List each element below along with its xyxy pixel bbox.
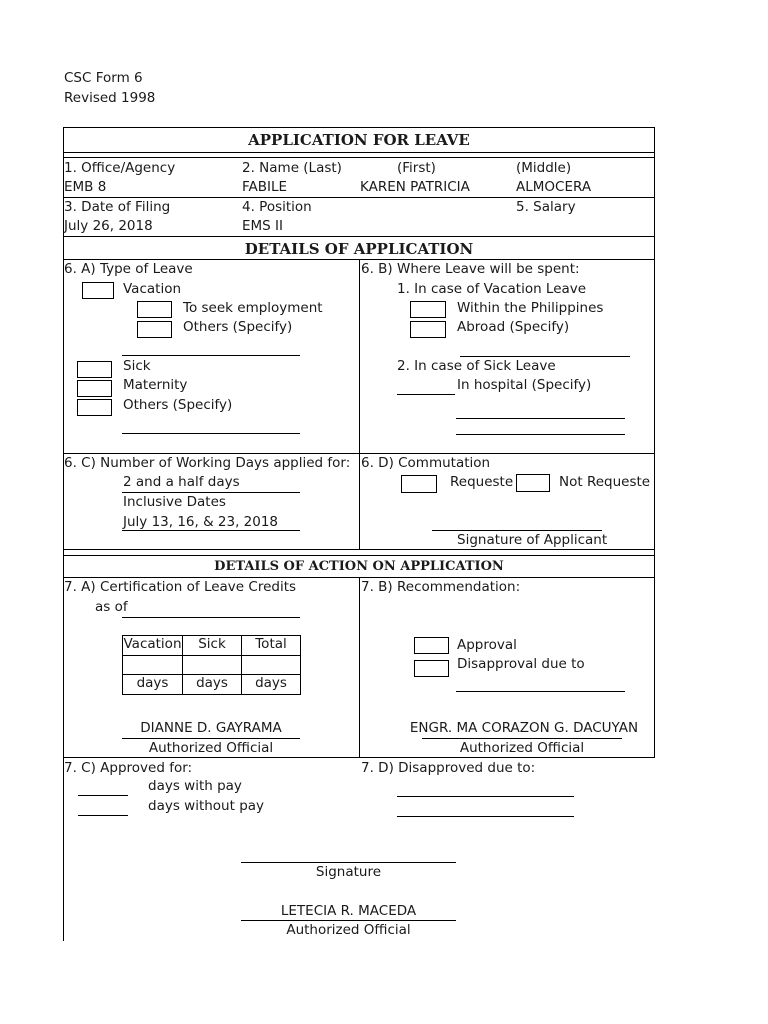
credits-header-sick: Sick [182,635,242,656]
last-name-value: FABILE [242,179,288,195]
final-official-name: LETECIA R. MACEDA [280,903,417,919]
as-of-line[interactable] [122,617,300,618]
position-label: 4. Position [242,199,312,215]
credits-header-vacation: Vacation [122,635,183,656]
disapproved-due-label: 7. D) Disapproved due to: [361,760,536,776]
revision-note: Revised 1998 [64,90,156,106]
inclusive-dates-label: Inclusive Dates [123,494,226,510]
seek-employment-checkbox[interactable] [137,301,172,318]
leave-location-label: 6. B) Where Leave will be spent: [361,261,580,277]
disapproval-checkbox[interactable] [414,660,449,677]
abroad-label: Abroad (Specify) [457,319,570,335]
as-of-label: as of [95,599,128,615]
salary-label: 5. Salary [516,199,576,215]
credits-unit-total: days [241,674,301,695]
applicant-signature-label: Signature of Applicant [457,532,608,548]
recommending-official-name: ENGR. MA CORAZON G. DACUYAN [409,720,639,736]
approval-label: Approval [457,637,517,653]
disapproval-label: Disapproval due to [457,656,585,672]
others-checkbox[interactable] [77,399,112,416]
first-name-value: KAREN PATRICIA [360,179,470,195]
abroad-specify-line[interactable] [460,356,630,357]
vacation-checkbox[interactable] [82,282,114,299]
working-days-label: 6. C) Number of Working Days applied for: [64,455,351,471]
office-label: 1. Office/Agency [64,160,176,176]
position-value: EMS II [242,218,284,234]
sick-checkbox[interactable] [77,361,112,378]
vacation-case-label: 1. In case of Vacation Leave [397,281,587,297]
credits-unit-vacation: days [122,674,183,695]
middle-name-label: (Middle) [516,160,572,176]
approval-checkbox[interactable] [414,637,449,654]
final-signature-label: Signature [315,864,382,880]
credits-sick-value[interactable] [182,655,242,675]
working-days-value: 2 and a half days [123,474,240,490]
middle-name-value: ALMOCERA [516,179,592,195]
within-philippines-checkbox[interactable] [410,301,446,318]
vacation-others-label: Others (Specify) [183,319,293,335]
disapproved-reason-line-2[interactable] [397,816,574,817]
within-philippines-label: Within the Philippines [457,300,604,316]
hospital-specify-line-2[interactable] [456,434,625,435]
vacation-label: Vacation [123,281,182,297]
not-requested-checkbox[interactable] [516,474,550,492]
recommendation-label: 7. B) Recommendation: [361,579,521,595]
others-specify-line[interactable] [122,433,300,434]
maternity-checkbox[interactable] [77,380,112,397]
days-with-pay-label: days with pay [148,778,242,794]
abroad-checkbox[interactable] [410,321,446,338]
inclusive-dates-value: July 13, 16, & 23, 2018 [123,514,279,530]
leave-type-label: 6. A) Type of Leave [64,261,193,277]
first-name-label: (First) [397,160,436,176]
name-label: 2. Name (Last) [242,160,342,176]
vacation-others-line[interactable] [122,355,300,356]
maternity-label: Maternity [123,377,188,393]
certifying-official-name: DIANNE D. GAYRAMA [140,720,282,736]
days-with-pay-line[interactable] [78,795,128,796]
commutation-label: 6. D) Commutation [361,455,491,471]
vacation-others-checkbox[interactable] [137,321,172,338]
office-value: EMB 8 [64,179,107,195]
final-signature-line[interactable] [241,862,456,863]
hospital-mark-line[interactable] [397,394,455,395]
sick-label: Sick [123,358,151,374]
date-filing-value: July 26, 2018 [64,218,153,234]
credits-total-value[interactable] [241,655,301,675]
hospital-specify-line-1[interactable] [456,418,625,419]
not-requested-label: Not Requeste [559,474,651,490]
recommending-official-title: Authorized Official [459,740,585,756]
form-title: APPLICATION FOR LEAVE [248,131,470,149]
credits-header-total: Total [241,635,301,656]
approved-for-label: 7. C) Approved for: [64,760,193,776]
applicant-signature-line[interactable] [432,530,602,531]
certifying-official-title: Authorized Official [148,740,274,756]
others-label: Others (Specify) [123,397,233,413]
form-number: CSC Form 6 [64,70,143,86]
hospital-label: In hospital (Specify) [457,377,592,393]
days-without-pay-line[interactable] [78,815,128,816]
seek-employment-label: To seek employment [183,300,323,316]
final-official-title: Authorized Official [286,922,411,938]
disapproval-reason-line[interactable] [456,691,625,692]
date-filing-label: 3. Date of Filing [64,199,171,215]
sick-case-label: 2. In case of Sick Leave [397,358,556,374]
action-title: DETAILS OF ACTION ON APPLICATION [214,559,504,574]
credits-unit-sick: days [182,674,242,695]
requested-checkbox[interactable] [401,475,437,493]
credits-vacation-value[interactable] [122,655,183,675]
details-title: DETAILS OF APPLICATION [244,240,474,258]
disapproved-reason-line-1[interactable] [397,796,574,797]
certification-label: 7. A) Certification of Leave Credits [64,579,297,595]
days-without-pay-label: days without pay [148,798,265,814]
requested-label: Requeste [450,474,514,490]
